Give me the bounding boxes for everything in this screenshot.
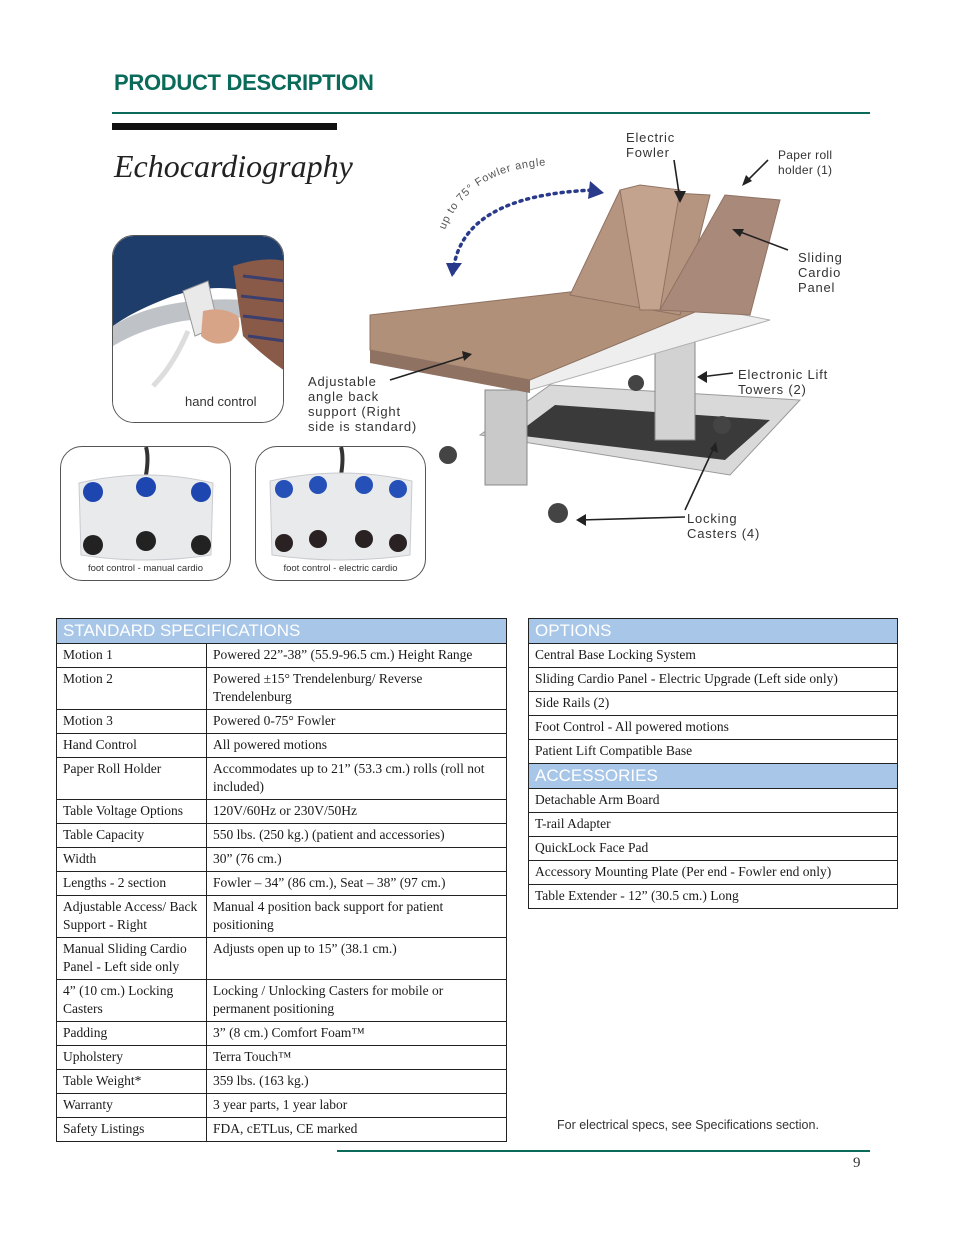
table-row bbox=[57, 668, 507, 710]
arc-arrowhead-right bbox=[588, 181, 604, 199]
spec-label: Width bbox=[57, 848, 207, 872]
table-row bbox=[57, 758, 507, 800]
list-item bbox=[529, 668, 898, 692]
spec-label: Motion 1 bbox=[57, 644, 207, 668]
electrical-specs-note: For electrical specs, see Specifications section. bbox=[557, 1118, 819, 1132]
caster-front-left bbox=[439, 446, 457, 464]
foot-control-electric-caption: foot control - electric cardio bbox=[283, 563, 398, 574]
list-item bbox=[529, 837, 898, 861]
callout-lift-towers: Electronic Lift Towers (2) bbox=[738, 367, 829, 397]
options-title: OPTIONS bbox=[529, 619, 898, 644]
spec-label: Safety Listings bbox=[57, 1118, 207, 1142]
spec-value: All powered motions bbox=[207, 734, 507, 758]
option-item: Sliding Cardio Panel - Electric Upgrade (Left side only) bbox=[529, 668, 898, 692]
page-number: 9 bbox=[853, 1155, 861, 1171]
list-item bbox=[529, 692, 898, 716]
spec-value: Powered 0-75° Fowler bbox=[207, 710, 507, 734]
spec-label: Manual Sliding Cardio Panel - Left side only bbox=[57, 938, 207, 980]
table-row bbox=[57, 938, 507, 980]
spec-label: Paper Roll Holder bbox=[57, 758, 207, 800]
option-item: Patient Lift Compatible Base bbox=[529, 740, 898, 764]
spec-value: 359 lbs. (163 kg.) bbox=[207, 1070, 507, 1094]
callout-casters: Locking Casters (4) bbox=[687, 511, 761, 541]
accessory-item: Accessory Mounting Plate (Per end - Fowler end only) bbox=[529, 861, 898, 885]
spec-value: Terra Touch™ bbox=[207, 1046, 507, 1070]
list-item bbox=[529, 789, 898, 813]
hand-control-photo bbox=[112, 235, 284, 423]
table-row bbox=[57, 1046, 507, 1070]
exam-table-illustration bbox=[340, 135, 900, 535]
spec-label: Table Voltage Options bbox=[57, 800, 207, 824]
table-row bbox=[57, 896, 507, 938]
callout-back-support: Adjustable angle back support (Right side is standard) bbox=[308, 374, 417, 434]
standard-specifications-table bbox=[56, 618, 507, 1142]
spec-label: Padding bbox=[57, 1022, 207, 1046]
table-row bbox=[57, 710, 507, 734]
spec-label: Lengths - 2 section bbox=[57, 872, 207, 896]
arrow-casters-horizontal bbox=[580, 517, 685, 520]
fowler-angle-arc bbox=[453, 190, 595, 273]
list-item bbox=[529, 813, 898, 837]
page-title: Echocardiography bbox=[114, 148, 353, 184]
table-row bbox=[57, 1070, 507, 1094]
callout-electric-fowler: Electric Fowler bbox=[626, 130, 676, 160]
spec-value: Accommodates up to 21” (53.3 cm.) rolls (roll not included) bbox=[207, 758, 507, 800]
spec-value: 120V/60Hz or 230V/50Hz bbox=[207, 800, 507, 824]
table-row bbox=[57, 800, 507, 824]
list-item bbox=[529, 716, 898, 740]
hand-control-caption: hand control bbox=[185, 394, 257, 409]
spec-value: Manual 4 position back support for patient positioning bbox=[207, 896, 507, 938]
foot-control-manual-image bbox=[61, 447, 231, 565]
spec-label: Motion 3 bbox=[57, 710, 207, 734]
spec-label: Table Capacity bbox=[57, 824, 207, 848]
spec-value: Adjusts open up to 15” (38.1 cm.) bbox=[207, 938, 507, 980]
foot-control-manual-photo bbox=[60, 446, 231, 581]
fowler-angle-label: up to 75° Fowler angle bbox=[436, 156, 547, 232]
callout-sliding-cardio: Sliding Cardio Panel bbox=[798, 250, 843, 295]
spec-value: Locking / Unlocking Casters for mobile or permanent positioning bbox=[207, 980, 507, 1022]
arrowhead-towers bbox=[697, 371, 707, 383]
caster-front-right bbox=[548, 503, 568, 523]
list-item bbox=[529, 740, 898, 764]
foot-control-manual-caption: foot control - manual cardio bbox=[87, 563, 204, 574]
spec-value: Powered 22”-38” (55.9-96.5 cm.) Height Range bbox=[207, 644, 507, 668]
spec-value: 3 year parts, 1 year labor bbox=[207, 1094, 507, 1118]
table-row bbox=[57, 1118, 507, 1142]
list-item bbox=[529, 861, 898, 885]
standard-specs-title: STANDARD SPECIFICATIONS bbox=[57, 619, 507, 644]
table-row bbox=[57, 824, 507, 848]
list-item bbox=[529, 885, 898, 909]
spec-value: FDA, cETLus, CE marked bbox=[207, 1118, 507, 1142]
accessory-item: QuickLock Face Pad bbox=[529, 837, 898, 861]
option-item: Foot Control - All powered motions bbox=[529, 716, 898, 740]
spec-label: Motion 2 bbox=[57, 668, 207, 710]
spec-label: Warranty bbox=[57, 1094, 207, 1118]
options-accessories-table bbox=[528, 618, 898, 909]
table-row bbox=[57, 644, 507, 668]
exam-table-drawing bbox=[340, 135, 900, 535]
section-heading: PRODUCT DESCRIPTION bbox=[114, 70, 374, 95]
title-accent-bar bbox=[112, 123, 337, 130]
spec-label: Upholstery bbox=[57, 1046, 207, 1070]
accessory-item: Detachable Arm Board bbox=[529, 789, 898, 813]
spec-value: 3” (8 cm.) Comfort Foam™ bbox=[207, 1022, 507, 1046]
spec-value: Fowler – 34” (86 cm.), Seat – 38” (97 cm.) bbox=[207, 872, 507, 896]
arc-arrowhead-down bbox=[446, 263, 462, 277]
footer-rule bbox=[337, 1150, 870, 1152]
spec-value: Powered ±15° Trendelenburg/ Reverse Trendelenburg bbox=[207, 668, 507, 710]
option-item: Side Rails (2) bbox=[529, 692, 898, 716]
table-row bbox=[57, 980, 507, 1022]
spec-label: Hand Control bbox=[57, 734, 207, 758]
spec-value: 30” (76 cm.) bbox=[207, 848, 507, 872]
spec-label: 4” (10 cm.) Locking Casters bbox=[57, 980, 207, 1022]
caster-rear-right bbox=[713, 416, 731, 434]
lift-tower-front bbox=[485, 390, 527, 485]
table-row bbox=[57, 848, 507, 872]
caster-rear-left bbox=[628, 375, 644, 391]
table-row bbox=[57, 1094, 507, 1118]
accessory-item: T-rail Adapter bbox=[529, 813, 898, 837]
table-row bbox=[57, 1022, 507, 1046]
table-row bbox=[57, 734, 507, 758]
arrowhead-casters-horizontal bbox=[576, 514, 586, 526]
spec-label: Adjustable Access/ Back Support - Right bbox=[57, 896, 207, 938]
accessory-item: Table Extender - 12” (30.5 cm.) Long bbox=[529, 885, 898, 909]
spec-label: Table Weight* bbox=[57, 1070, 207, 1094]
header-rule bbox=[112, 112, 870, 114]
option-item: Central Base Locking System bbox=[529, 644, 898, 668]
accessories-title: ACCESSORIES bbox=[529, 764, 898, 789]
spec-value: 550 lbs. (250 kg.) (patient and accessories) bbox=[207, 824, 507, 848]
table-row bbox=[57, 872, 507, 896]
callout-paper-roll: Paper roll holder (1) bbox=[778, 148, 833, 177]
list-item bbox=[529, 644, 898, 668]
